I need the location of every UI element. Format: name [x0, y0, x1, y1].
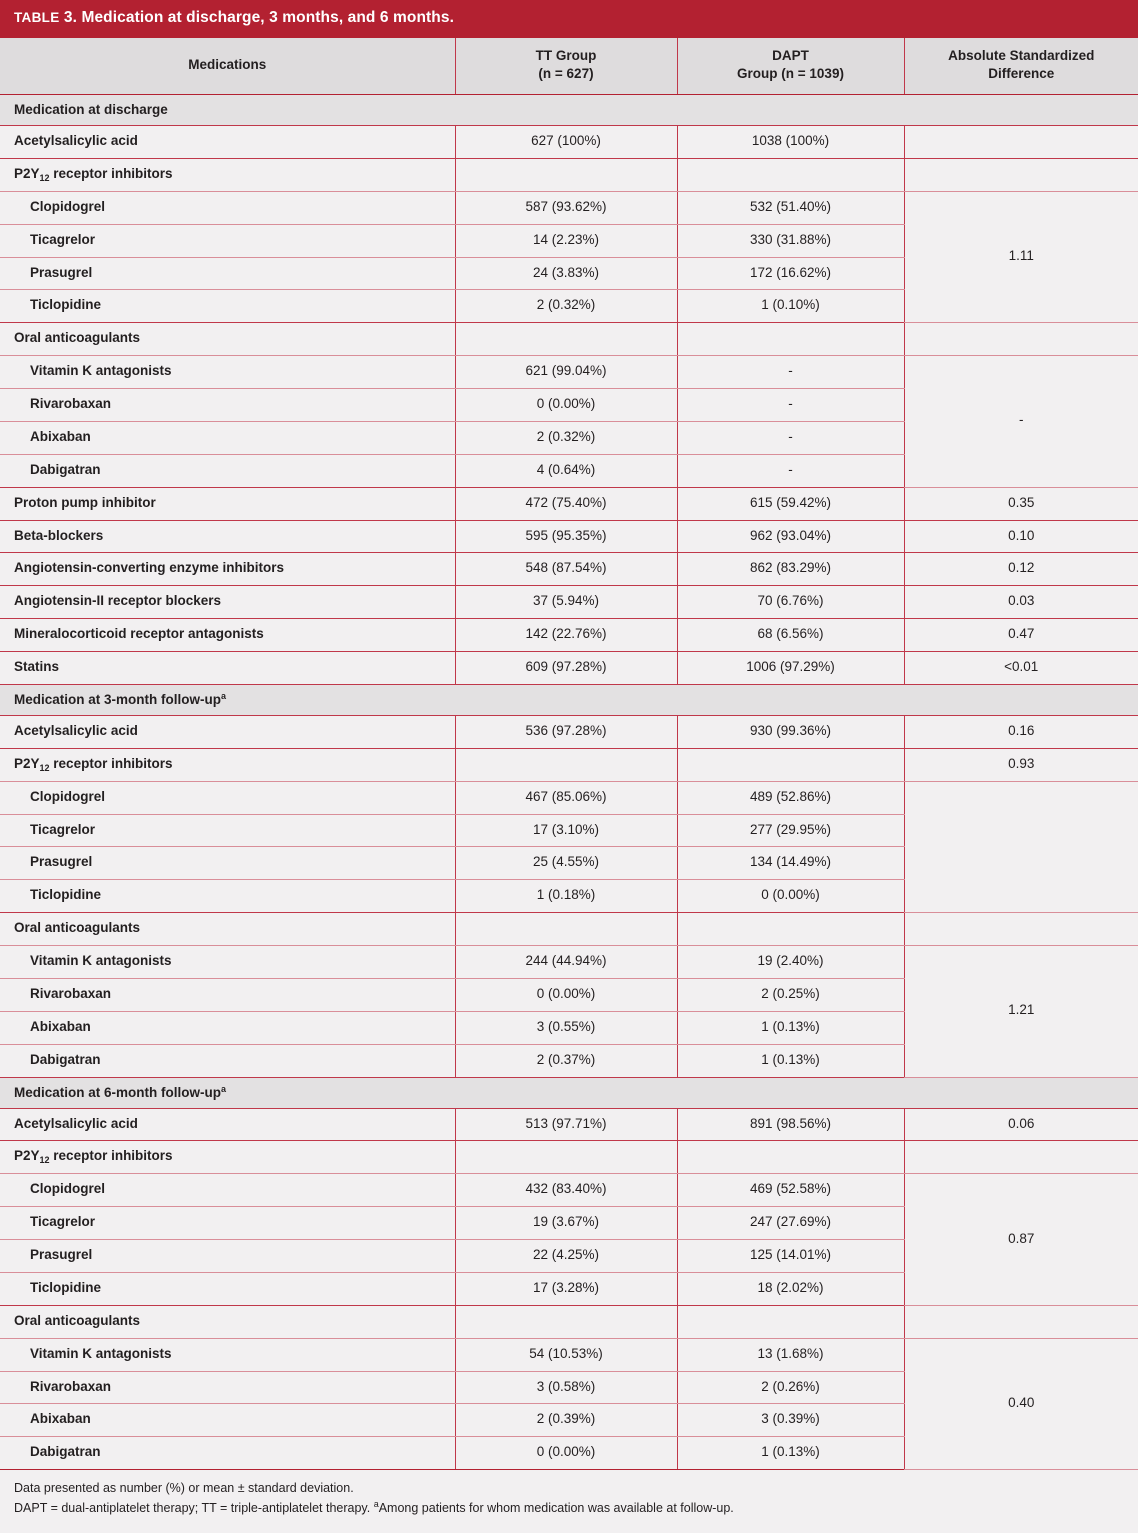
row-label: Dabigatran — [0, 454, 455, 487]
row-label: Clopidogrel — [0, 1174, 455, 1207]
cell-absolute-standardized-difference: 0.16 — [904, 715, 1138, 748]
footnote-marker-a: a — [373, 1499, 379, 1510]
cell-tt-group: 536 (97.28%) — [455, 715, 677, 748]
cell-tt-group: 54 (10.53%) — [455, 1338, 677, 1371]
cell-dapt-group: 172 (16.62%) — [677, 257, 904, 290]
cell-tt-group: 3 (0.55%) — [455, 1011, 677, 1044]
row-label: Dabigatran — [0, 1437, 455, 1470]
cell-dapt-group: 532 (51.40%) — [677, 191, 904, 224]
row-label: Ticlopidine — [0, 1272, 455, 1305]
cell-tt-group: 627 (100%) — [455, 126, 677, 159]
cell-dapt-group — [677, 913, 904, 946]
cell-absolute-standardized-difference: 0.47 — [904, 619, 1138, 652]
table-row — [0, 781, 1138, 814]
table-row — [0, 748, 1138, 781]
row-label: $P2Y_{12}$ receptor inhibitors — [0, 1141, 455, 1174]
cell-absolute-standardized-difference: 1.21 — [904, 946, 1138, 1078]
table-title-text: 3. Medication at discharge, 3 months, and 6 months. — [59, 9, 454, 26]
cell-tt-group: 2 (0.39%) — [455, 1404, 677, 1437]
footnote-followup-note: Among patients for whom medication was available at follow-up. — [378, 1501, 734, 1516]
table-label: TABLE — [14, 10, 60, 25]
cell-tt-group: 142 (22.76%) — [455, 619, 677, 652]
table-row — [0, 158, 1138, 191]
cell-absolute-standardized-difference — [904, 1305, 1138, 1338]
cell-absolute-standardized-difference — [904, 323, 1138, 356]
cell-dapt-group — [677, 1141, 904, 1174]
cell-dapt-group: - — [677, 389, 904, 422]
cell-dapt-group: 125 (14.01%) — [677, 1240, 904, 1273]
cell-tt-group: 25 (4.55%) — [455, 847, 677, 880]
row-label: Ticlopidine — [0, 880, 455, 913]
row-label: Clopidogrel — [0, 781, 455, 814]
cell-absolute-standardized-difference: 0.12 — [904, 553, 1138, 586]
cell-dapt-group: 330 (31.88%) — [677, 224, 904, 257]
dapt-group-line1: DAPT — [772, 47, 809, 63]
cell-tt-group: 244 (44.94%) — [455, 946, 677, 979]
footnote-line-1: Data presented as number (%) or mean ± standard deviation. — [14, 1481, 354, 1496]
cell-tt-group: 548 (87.54%) — [455, 553, 677, 586]
row-label: Vitamin K antagonists — [0, 946, 455, 979]
cell-dapt-group — [677, 1305, 904, 1338]
row-label: Oral anticoagulants — [0, 1305, 455, 1338]
cell-absolute-standardized-difference: 0.93 — [904, 748, 1138, 781]
cell-dapt-group: 13 (1.68%) — [677, 1338, 904, 1371]
footnote-abbrev: DAPT = dual-antiplatelet therapy; TT = triple-antiplatelet therapy. — [14, 1501, 374, 1516]
row-label: $P2Y_{12}$ receptor inhibitors — [0, 748, 455, 781]
row-label: Prasugrel — [0, 257, 455, 290]
table-row — [0, 1108, 1138, 1141]
row-label: Mineralocorticoid receptor antagonists — [0, 619, 455, 652]
cell-tt-group: 467 (85.06%) — [455, 781, 677, 814]
row-label: Oral anticoagulants — [0, 913, 455, 946]
cell-tt-group: 0 (0.00%) — [455, 1437, 677, 1470]
cell-tt-group: 1 (0.18%) — [455, 880, 677, 913]
cell-absolute-standardized-difference: - — [904, 356, 1138, 488]
cell-absolute-standardized-difference: 0.87 — [904, 1174, 1138, 1306]
cell-tt-group: 19 (3.67%) — [455, 1207, 677, 1240]
row-label: Rivarobaxan — [0, 978, 455, 1011]
cell-dapt-group: 891 (98.56%) — [677, 1108, 904, 1141]
cell-absolute-standardized-difference: <0.01 — [904, 652, 1138, 685]
cell-dapt-group: 2 (0.26%) — [677, 1371, 904, 1404]
cell-dapt-group: 1 (0.13%) — [677, 1044, 904, 1077]
cell-dapt-group: 2 (0.25%) — [677, 978, 904, 1011]
cell-tt-group: 2 (0.37%) — [455, 1044, 677, 1077]
table-row — [0, 520, 1138, 553]
cell-dapt-group: 1 (0.10%) — [677, 290, 904, 323]
row-label: Angiotensin-II receptor blockers — [0, 586, 455, 619]
cell-tt-group: 17 (3.10%) — [455, 814, 677, 847]
row-label: Vitamin K antagonists — [0, 356, 455, 389]
cell-absolute-standardized-difference: 0.06 — [904, 1108, 1138, 1141]
cell-tt-group: 22 (4.25%) — [455, 1240, 677, 1273]
table-row — [0, 913, 1138, 946]
footnote-line-2 — [14, 1499, 1124, 1517]
cell-tt-group: 37 (5.94%) — [455, 586, 677, 619]
row-label: Statins — [0, 652, 455, 685]
medication-table — [0, 38, 1138, 1471]
section-header-footnote-marker: a — [220, 690, 226, 701]
asd-line1: Absolute Standardized — [948, 47, 1095, 63]
cell-dapt-group: - — [677, 454, 904, 487]
cell-absolute-standardized-difference: 0.10 — [904, 520, 1138, 553]
section-header-footnote-marker: a — [220, 1083, 226, 1094]
column-header-tt-group — [455, 38, 677, 95]
row-label: Prasugrel — [0, 1240, 455, 1273]
cell-absolute-standardized-difference — [904, 781, 1138, 913]
table-row — [0, 586, 1138, 619]
row-label: Abixaban — [0, 421, 455, 454]
table-row — [0, 946, 1138, 979]
table-row — [0, 191, 1138, 224]
cell-absolute-standardized-difference: 1.11 — [904, 191, 1138, 323]
row-label: Vitamin K antagonists — [0, 1338, 455, 1371]
row-label: Abixaban — [0, 1011, 455, 1044]
row-label: Prasugrel — [0, 847, 455, 880]
cell-dapt-group: 0 (0.00%) — [677, 880, 904, 913]
section-header-row — [0, 95, 1138, 126]
row-label: Rivarobaxan — [0, 1371, 455, 1404]
cell-tt-group: 0 (0.00%) — [455, 389, 677, 422]
cell-tt-group — [455, 1305, 677, 1338]
row-label: Ticagrelor — [0, 1207, 455, 1240]
column-header-dapt-group — [677, 38, 904, 95]
table-header-row — [0, 38, 1138, 95]
row-label: Beta-blockers — [0, 520, 455, 553]
cell-absolute-standardized-difference — [904, 126, 1138, 159]
cell-tt-group: 609 (97.28%) — [455, 652, 677, 685]
table-row — [0, 619, 1138, 652]
cell-dapt-group: 3 (0.39%) — [677, 1404, 904, 1437]
table-row — [0, 652, 1138, 685]
section-header-label: Medication at 3-month follow-$up^a$ — [0, 684, 1138, 715]
cell-tt-group: 621 (99.04%) — [455, 356, 677, 389]
table-row — [0, 553, 1138, 586]
cell-dapt-group: 70 (6.76%) — [677, 586, 904, 619]
row-label: Acetylsalicylic acid — [0, 715, 455, 748]
column-header-absolute-standardized-difference — [904, 38, 1138, 95]
section-header-row — [0, 684, 1138, 715]
cell-tt-group: 472 (75.40%) — [455, 487, 677, 520]
row-label: Ticagrelor — [0, 814, 455, 847]
row-label: Oral anticoagulants — [0, 323, 455, 356]
row-label: $P2Y_{12}$ receptor inhibitors — [0, 158, 455, 191]
cell-tt-group: 2 (0.32%) — [455, 421, 677, 454]
cell-absolute-standardized-difference — [904, 1141, 1138, 1174]
cell-tt-group: 595 (95.35%) — [455, 520, 677, 553]
section-header-label: Medication at discharge — [0, 95, 1138, 126]
cell-dapt-group: 1038 (100%) — [677, 126, 904, 159]
cell-dapt-group: 615 (59.42%) — [677, 487, 904, 520]
cell-dapt-group: 862 (83.29%) — [677, 553, 904, 586]
cell-dapt-group: 68 (6.56%) — [677, 619, 904, 652]
row-label: Angiotensin-converting enzyme inhibitors — [0, 553, 455, 586]
table-row — [0, 356, 1138, 389]
asd-line2: Difference — [988, 65, 1055, 81]
column-header-medications: Medications — [0, 38, 455, 95]
subscript-12: 12 — [39, 1155, 50, 1166]
cell-dapt-group: 1 (0.13%) — [677, 1437, 904, 1470]
cell-tt-group — [455, 158, 677, 191]
row-label: Ticlopidine — [0, 290, 455, 323]
table-row — [0, 1174, 1138, 1207]
cell-tt-group — [455, 913, 677, 946]
cell-absolute-standardized-difference — [904, 158, 1138, 191]
cell-tt-group: 4 (0.64%) — [455, 454, 677, 487]
subscript-12: 12 — [39, 172, 50, 183]
cell-absolute-standardized-difference: 0.40 — [904, 1338, 1138, 1470]
cell-tt-group: 513 (97.71%) — [455, 1108, 677, 1141]
cell-dapt-group: 247 (27.69%) — [677, 1207, 904, 1240]
table-row — [0, 1141, 1138, 1174]
cell-dapt-group: 134 (14.49%) — [677, 847, 904, 880]
section-header-label: Medication at 6-month follow-$up^a$ — [0, 1077, 1138, 1108]
row-label: Rivarobaxan — [0, 389, 455, 422]
tt-group-line1: TT Group — [535, 47, 597, 63]
cell-dapt-group: 469 (52.58%) — [677, 1174, 904, 1207]
cell-tt-group — [455, 748, 677, 781]
dapt-group-line2: Group (n = 1039) — [737, 65, 844, 81]
cell-dapt-group: 489 (52.86%) — [677, 781, 904, 814]
row-label: Acetylsalicylic acid — [0, 126, 455, 159]
row-label: Ticagrelor — [0, 224, 455, 257]
cell-tt-group — [455, 323, 677, 356]
cell-dapt-group: 277 (29.95%) — [677, 814, 904, 847]
cell-dapt-group — [677, 158, 904, 191]
cell-tt-group — [455, 1141, 677, 1174]
cell-dapt-group: 962 (93.04%) — [677, 520, 904, 553]
row-label: Proton pump inhibitor — [0, 487, 455, 520]
row-label: Abixaban — [0, 1404, 455, 1437]
cell-absolute-standardized-difference — [904, 913, 1138, 946]
table-row — [0, 1305, 1138, 1338]
row-label: Dabigatran — [0, 1044, 455, 1077]
table-row — [0, 715, 1138, 748]
cell-dapt-group: 1006 (97.29%) — [677, 652, 904, 685]
cell-dapt-group: 930 (99.36%) — [677, 715, 904, 748]
section-header-row — [0, 1077, 1138, 1108]
cell-tt-group: 3 (0.58%) — [455, 1371, 677, 1404]
cell-dapt-group — [677, 748, 904, 781]
row-label: Acetylsalicylic acid — [0, 1108, 455, 1141]
cell-tt-group: 17 (3.28%) — [455, 1272, 677, 1305]
cell-dapt-group: - — [677, 356, 904, 389]
cell-dapt-group: - — [677, 421, 904, 454]
table-row — [0, 323, 1138, 356]
table-footnotes — [0, 1470, 1138, 1533]
subscript-12: 12 — [39, 762, 50, 773]
cell-dapt-group: 18 (2.02%) — [677, 1272, 904, 1305]
cell-tt-group: 432 (83.40%) — [455, 1174, 677, 1207]
cell-dapt-group — [677, 323, 904, 356]
table-title — [0, 0, 1138, 38]
table-row — [0, 126, 1138, 159]
cell-tt-group: 14 (2.23%) — [455, 224, 677, 257]
row-label: Clopidogrel — [0, 191, 455, 224]
cell-dapt-group: 19 (2.40%) — [677, 946, 904, 979]
cell-tt-group: 24 (3.83%) — [455, 257, 677, 290]
cell-dapt-group: 1 (0.13%) — [677, 1011, 904, 1044]
cell-absolute-standardized-difference: 0.35 — [904, 487, 1138, 520]
tt-group-line2: (n = 627) — [538, 65, 594, 81]
cell-tt-group: 587 (93.62%) — [455, 191, 677, 224]
table-row — [0, 487, 1138, 520]
cell-tt-group: 2 (0.32%) — [455, 290, 677, 323]
cell-absolute-standardized-difference: 0.03 — [904, 586, 1138, 619]
cell-tt-group: 0 (0.00%) — [455, 978, 677, 1011]
table-body — [0, 95, 1138, 1470]
table-row — [0, 1338, 1138, 1371]
